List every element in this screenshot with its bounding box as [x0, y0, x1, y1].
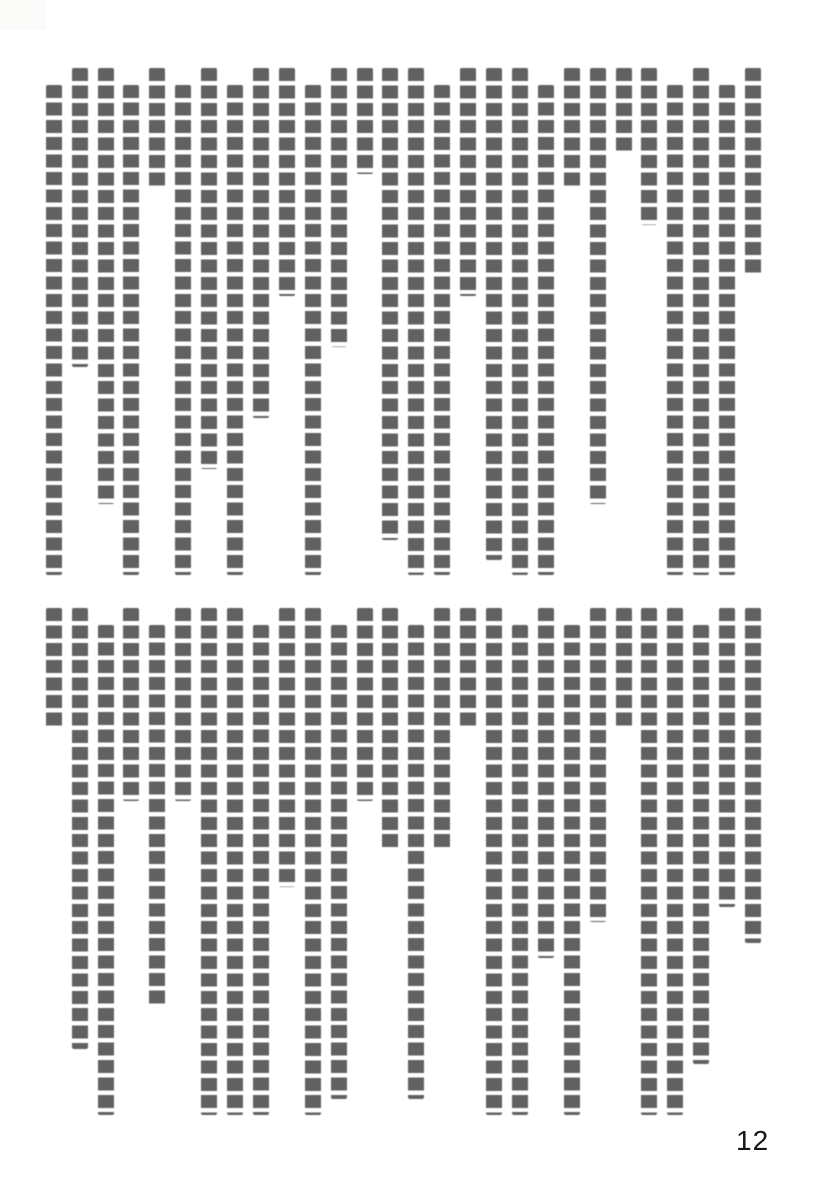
redacted-text-column — [98, 68, 114, 504]
redacted-text-column — [149, 68, 165, 190]
redacted-text-column — [590, 68, 606, 504]
redacted-text-column — [538, 608, 554, 958]
redacted-text-column — [331, 68, 347, 347]
redacted-text-column — [564, 68, 580, 190]
redacted-text-column — [486, 608, 502, 1115]
redacted-text-column — [98, 625, 114, 1115]
redacted-text-column — [460, 68, 476, 296]
redacted-text-column — [590, 608, 606, 922]
redacted-text-column — [227, 608, 243, 1115]
redacted-text-column — [305, 85, 321, 575]
redacted-text-column — [357, 608, 373, 801]
redacted-text-column — [641, 68, 657, 225]
redacted-text-column — [434, 85, 450, 575]
redacted-text-column — [175, 85, 191, 575]
redacted-text-column — [512, 625, 528, 1115]
redacted-text-column — [227, 85, 243, 575]
redacted-text-column — [745, 608, 761, 943]
redacted-text-column — [72, 68, 88, 367]
scan-artifact — [0, 0, 46, 30]
redacted-text-column — [331, 625, 347, 1099]
redacted-text-column — [667, 85, 683, 575]
redacted-text-column — [201, 68, 217, 469]
redacted-text-column — [253, 68, 269, 418]
redacted-text-column — [538, 85, 554, 575]
redacted-text-column — [616, 608, 632, 730]
redacted-text-column — [279, 608, 295, 887]
redacted-text-column — [253, 625, 269, 1115]
redacted-text-column — [149, 625, 165, 1008]
redacted-text-column — [305, 608, 321, 1115]
redacted-text-column — [201, 608, 217, 1115]
redacted-text-column — [719, 85, 735, 575]
redacted-text-column — [382, 68, 398, 540]
redacted-text-column — [667, 608, 683, 1115]
redacted-text-column — [123, 85, 139, 575]
redacted-text-column — [46, 608, 62, 730]
redacted-text-column — [72, 608, 88, 1049]
redacted-text-column — [175, 608, 191, 801]
redacted-text-column — [123, 608, 139, 801]
redacted-text-column — [357, 68, 373, 174]
redacted-text-column — [719, 608, 735, 907]
redacted-text-column — [382, 608, 398, 851]
redacted-text-column — [512, 68, 528, 575]
redacted-text-column — [486, 68, 502, 560]
redacted-text-column — [745, 68, 761, 276]
redacted-text-column — [693, 625, 709, 1064]
redacted-text-column — [641, 608, 657, 1115]
redacted-text-column — [408, 625, 424, 1099]
redacted-text-column — [408, 68, 424, 575]
redacted-text-column — [693, 68, 709, 575]
redacted-text-column — [460, 608, 476, 730]
redacted-text-column — [279, 68, 295, 296]
page-number: 12 — [736, 1125, 770, 1156]
redacted-text-column — [434, 608, 450, 851]
redacted-text-column — [564, 625, 580, 1115]
redacted-text-column — [46, 85, 62, 575]
redacted-text-column — [616, 68, 632, 154]
